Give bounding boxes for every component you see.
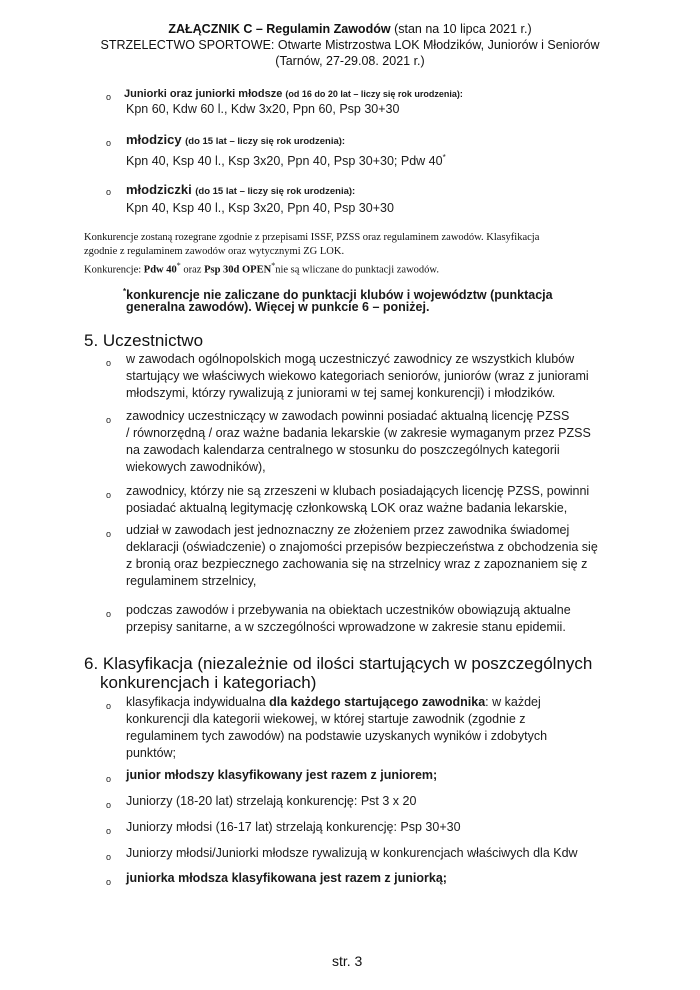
bullet-icon: o — [106, 490, 112, 500]
list-item-line: młodszymi, którzy rywalizują z juniorami w tej samej konkurencji) i młodzików. — [126, 386, 556, 400]
bullet-icon: o — [106, 826, 112, 836]
list-item-line: klasyfikacja indywidualna dla każdego startującego zawodnika: w każdej — [126, 695, 541, 709]
rules-note-line: Konkurencje: Pdw 40* oraz Psp 30d OPEN*nie są wliczane do punktacji zawodów. — [84, 261, 439, 276]
list-item-line: zawodnicy uczestniczący w zawodach powinni posiadać aktualną licencję PZSS — [126, 409, 570, 423]
list-item-line: punktów; — [126, 746, 177, 760]
section-5-title: 5. Uczestnictwo — [84, 331, 204, 350]
page-number: str. 3 — [332, 953, 363, 969]
category-events: Kpn 40, Ksp 40 l., Ksp 3x20, Ppn 40, Psp 30+30; Pdw 40* — [126, 153, 446, 169]
list-item-line: podczas zawodów i przebywania na obiektach uczestników obowiązują aktualne — [126, 603, 571, 617]
bullet-icon: o — [106, 529, 112, 539]
category-title: Juniorki oraz juniorki młodsze (od 16 do 20 lat – liczy się rok urodzenia): — [124, 88, 463, 100]
list-item-line: / równorzędną / oraz ważne badania lekarskie (w zakresie wymaganym przez PZSS — [126, 426, 591, 440]
bullet-icon: o — [106, 415, 112, 425]
bullet-icon: o — [106, 609, 112, 619]
category-events: Kpn 40, Ksp 40 l., Ksp 3x20, Ppn 40, Psp 30+30 — [126, 201, 394, 215]
list-item-line: deklaracji (oświadczenie) o znajomości przepisów bezpieczeństwa z obchodzenia się — [126, 540, 598, 554]
list-item-line: wiekowych zawodników), — [126, 460, 266, 474]
section-6-title-cont: konkurencjach i kategoriach) — [100, 673, 317, 692]
list-item-line: w zawodach ogólnopolskich mogą uczestniczyć zawodnicy ze wszystkich klubów — [126, 352, 575, 366]
list-item-line: Juniorzy młodsi (16-17 lat) strzelają konkurencję: Psp 30+30 — [126, 820, 461, 834]
list-item-line: regulaminem tych zawodów) na podstawie uzyskanych wyników i zdobytych — [126, 729, 548, 743]
list-item-line: Juniorzy (18-20 lat) strzelają konkurencję: Pst 3 x 20 — [126, 794, 417, 808]
bullet-icon: o — [106, 877, 112, 887]
bullet-icon: o — [106, 92, 112, 102]
annex-date: (stan na 10 lipca 2021 r.) — [394, 22, 532, 36]
category-title: młodziczki (do 15 lat – liczy się rok urodzenia): — [126, 182, 356, 197]
bullet-icon: o — [106, 774, 112, 784]
bullet-icon: o — [106, 358, 112, 368]
list-item-line: zawodnicy, którzy nie są zrzeszeni w klubach posiadających licencję PZSS, powinni — [126, 484, 590, 498]
list-item-line: przepisy sanitarne, a w szczególności wprowadzone w zakresie stanu epidemii. — [126, 620, 566, 634]
asterisk-note-line: generalna zawodów). Więcej w punkcie 6 – poniżej. — [126, 300, 430, 314]
list-item-line: Juniorzy młodsi/Juniorki młodsze rywalizują w konkurencjach właściwych dla Kdw — [126, 846, 578, 860]
bullet-icon: o — [106, 187, 112, 197]
list-item-line: juniorka młodsza klasyfikowana jest razem z juniorką; — [126, 871, 447, 885]
bullet-icon: o — [106, 852, 112, 862]
header-line-2: STRZELECTWO SPORTOWE: Otwarte Mistrzostwa LOK Młodzików, Juniorów i Seniorów — [100, 38, 600, 52]
category-events: Kpn 60, Kdw 60 l., Kdw 3x20, Ppn 60, Psp 30+30 — [126, 102, 400, 116]
list-item-line: junior młodszy klasyfikowany jest razem z juniorem; — [126, 768, 438, 782]
list-item-line: z bronią oraz bezpiecznego zachowania się na strzelnicy wraz z zapoznaniem się z — [126, 557, 588, 571]
annex-title: ZAŁĄCZNIK C – Regulamin Zawodów — [168, 22, 391, 36]
category-title: młodzicy (do 15 lat – liczy się rok urodzenia): — [126, 132, 346, 147]
bullet-icon: o — [106, 701, 112, 711]
header-line-1 — [70, 22, 630, 37]
asterisk-note-line: *konkurencje nie zaliczane do punktacji klubów i województw (punktacja — [123, 287, 553, 303]
header-line-3: (Tarnów, 27-29.08. 2021 r.) — [275, 54, 425, 68]
list-item-line: startujący we właściwych wiekowo kategoriach seniorów, juniorów (wraz z juniorami — [126, 369, 589, 383]
list-item-line: regulaminem strzelnicy, — [126, 574, 257, 588]
rules-note-line: Konkurencje zostaną rozegrane zgodnie z przepisami ISSF, PZSS oraz regulaminem zawodów. Klasyfikacja — [84, 232, 540, 243]
rules-note-line: zgodnie z regulaminem zawodów oraz wytycznymi ZG LOK. — [84, 246, 345, 257]
section-6-title: 6. Klasyfikacja (niezależnie od ilości startujących w poszczególnych — [84, 654, 593, 673]
list-item-line: na zawodach kalendarza centralnego w stosunku do poszczególnych kategorii — [126, 443, 560, 457]
list-item-line: konkurencji dla kategorii wiekowej, w której startuje zawodnik (zgodnie z — [126, 712, 526, 726]
list-item-line: posiadać aktualną legitymację członkowską LOK oraz ważne badania lekarskie, — [126, 501, 568, 515]
bullet-icon: o — [106, 800, 112, 810]
list-item-line: udział w zawodach jest jednoznaczny ze złożeniem przez zawodnika świadomej — [126, 523, 570, 537]
bullet-icon: o — [106, 138, 112, 148]
